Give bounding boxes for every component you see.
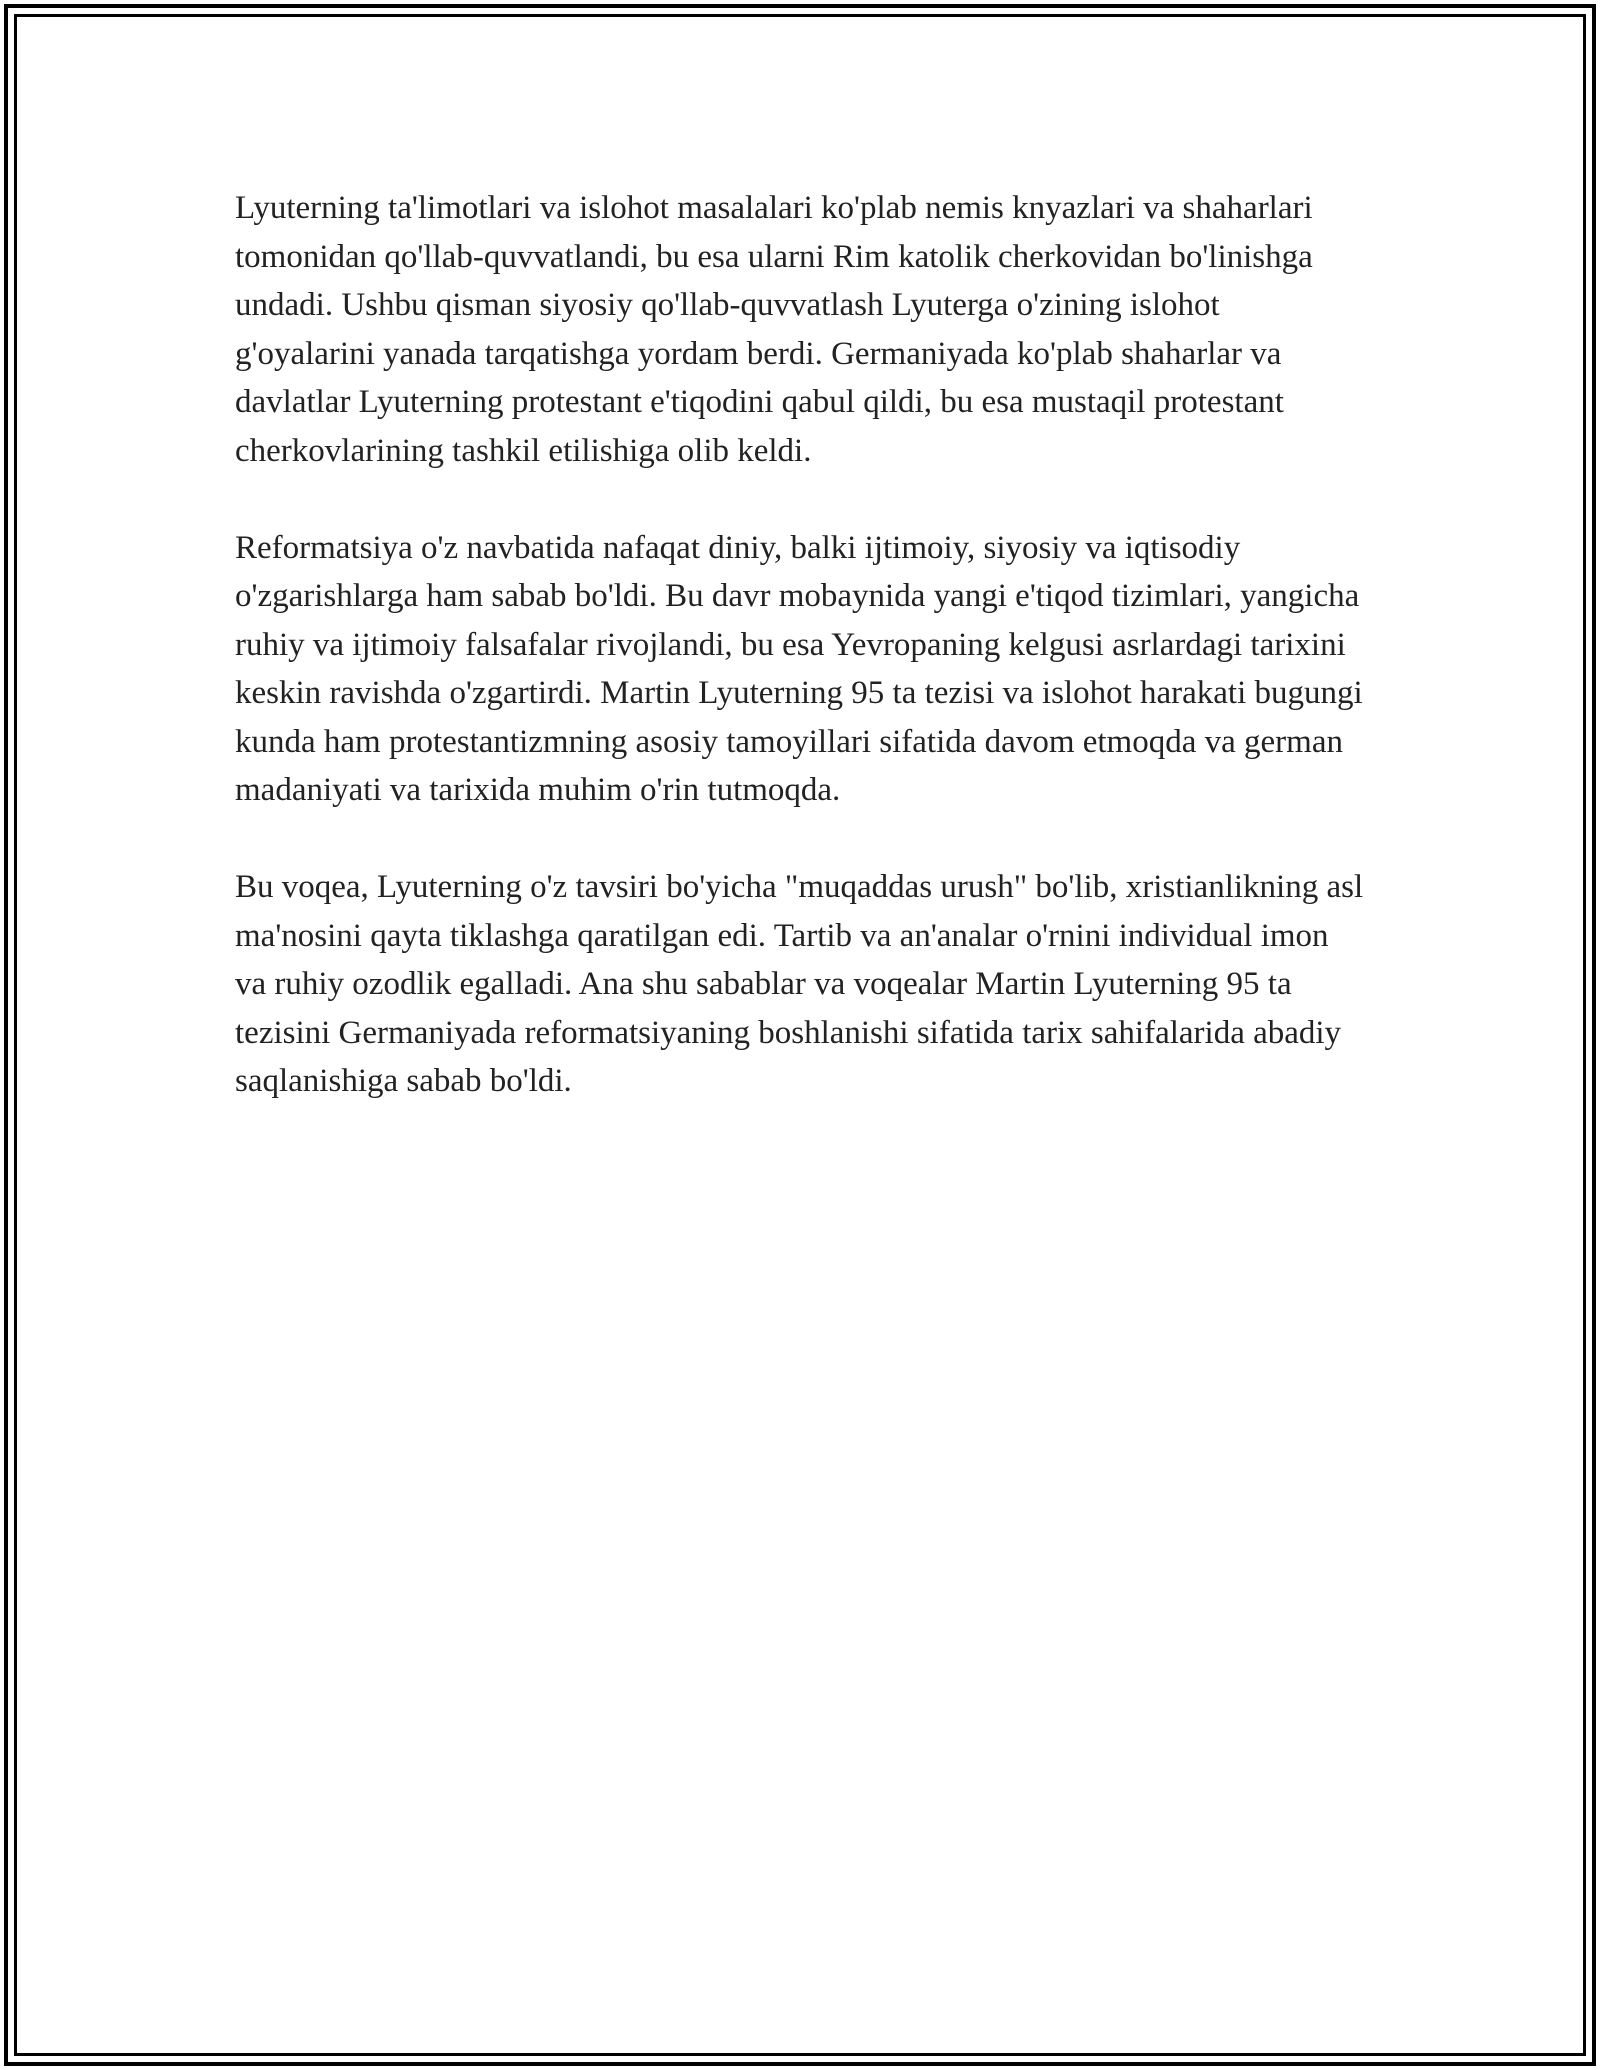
document-body	[235, 184, 1365, 1154]
paragraph-3: Bu voqea, Lyuterning o'z tavsiri bo'yicha "muqaddas urush" bo'lib, xristianlikning asl ma'nosini qayta tiklashga qaratilgan edi. Tartib va an'analar o'rnini individual imon va ruhiy ozodlik egalladi. Ana shu sabablar va voqealar Martin Lyuterning 95 ta tezisini Germaniyada reformatsiyaning boshlanishi sifatida tarix sahifalarida abadiy saqlanishiga sabab bo'ldi.	[235, 869, 1364, 1099]
paragraph-2: Reformatsiya o'z navbatida nafaqat diniy, balki ijtimoiy, siyosiy va iqtisodiy o'zgarishlarga ham sabab bo'ldi. Bu davr mobaynida yangi e'tiqod tizimlari, yangicha ruhiy va ijtimoiy falsafalar rivojlandi, bu esa Yevropaning kelgusi asrlardagi tarixini keskin ravishda o'zgartirdi. Martin Lyuterning 95 ta tezisi va islohot harakati bugungi kunda ham protestantizmning asosiy tamoyillari sifatida davom etmoqda va german madaniyati va tarixida muhim o'rin tutmoqda.	[235, 529, 1363, 808]
paragraph-1: Lyuterning ta'limotlari va islohot masalalari ko'plab nemis knyazlari va shaharlari tomonidan qo'llab-quvvatlandi, bu esa ularni Rim katolik cherkovidan bo'linishga undadi. Ushbu qisman siyosiy qo'llab-quvvatlash Lyuterga o'zining islohot g'oyalarini yanada tarqatishga yordam berdi. Germaniyada ko'plab shaharlar va davlatlar Lyuterning protestant e'tiqodini qabul qildi, bu esa mustaqil protestant cherkovlarining tashkil etilishiga olib keldi.	[235, 190, 1313, 469]
